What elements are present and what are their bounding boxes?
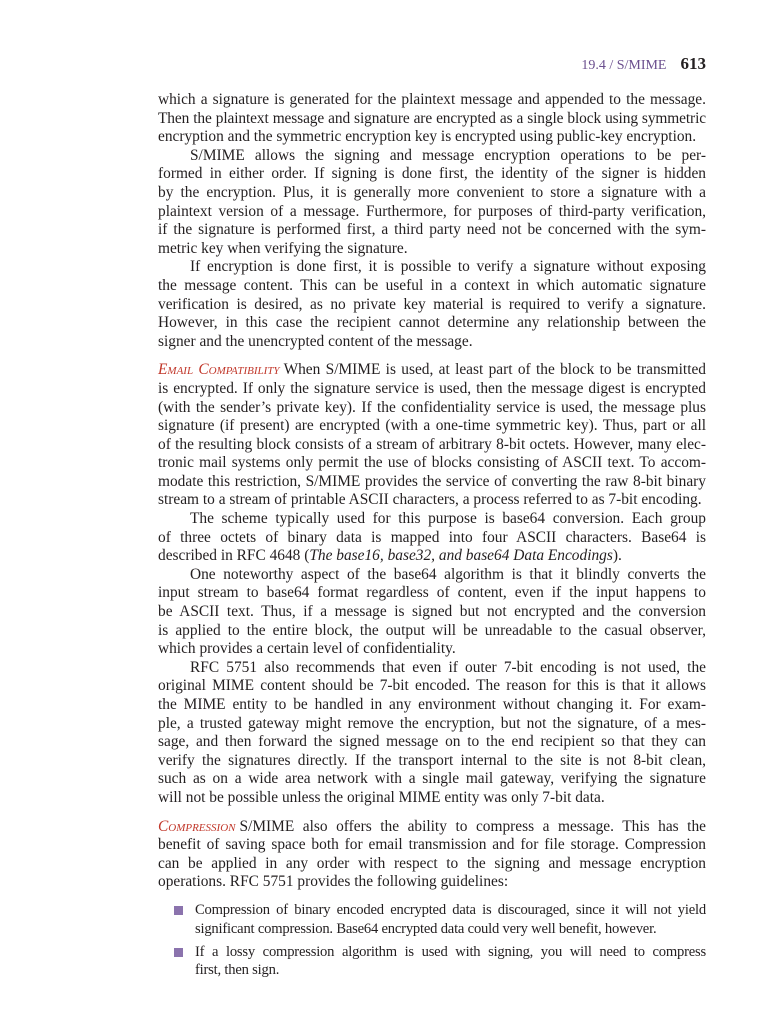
- text-segment: original MIME content should be 7-bit encoded. The reason for this is that it allows: [158, 677, 706, 695]
- text-line: [158, 752, 706, 771]
- text-segment: if the signature is performed first, a third party need not be concerned with the sym-: [158, 221, 706, 239]
- text-line: [158, 818, 706, 837]
- text-line: [158, 147, 706, 166]
- text-segment: (with the sender’s private key). If the confidentiality service is used, the message plus: [158, 398, 706, 416]
- text-segment: When S/MIME is used, at least part of the block to be transmitted: [283, 361, 707, 379]
- text-line: [195, 920, 706, 939]
- text-line: [158, 184, 706, 203]
- text-line: [158, 454, 706, 473]
- paragraph: [158, 91, 706, 147]
- text-line: [158, 770, 706, 789]
- text-line: [158, 314, 706, 333]
- text-line: [158, 510, 706, 529]
- text-line: [158, 277, 706, 296]
- text-line: [158, 677, 706, 696]
- section-heading: Compression: [158, 817, 236, 835]
- text-segment: One noteworthy aspect of the base64 algorithm is that it blindly converts the: [190, 565, 706, 583]
- text-segment: be ASCII text. Thus, if a message is signed but not encrypted and the conversion: [158, 603, 706, 621]
- text-line: [158, 399, 706, 418]
- text-segment: However, in this case the recipient cannot determine any relationship between the: [158, 314, 706, 332]
- text-segment: If a lossy compression algorithm is used with signing, you will need to compress: [195, 943, 706, 960]
- text-line: [158, 733, 706, 752]
- text-line: [195, 901, 706, 920]
- text-line: [158, 333, 706, 352]
- text-line: [158, 584, 706, 603]
- paragraph: [158, 510, 706, 566]
- text-line: [195, 961, 706, 980]
- text-line: [158, 715, 706, 734]
- text-segment: is applied to the entire block, the output will be unreadable to the casual observer,: [158, 621, 706, 639]
- text-segment: Compression of binary encoded encrypted data is discouraged, since it will not yield: [195, 901, 706, 918]
- text-segment: formed in either order. If signing is done first, the identity of the signer is hidden: [158, 165, 706, 183]
- text-segment: metric key when verifying the signature.: [158, 239, 408, 257]
- bullet-item: [158, 901, 706, 938]
- text-line: [158, 873, 706, 892]
- section-paragraph: [158, 361, 706, 510]
- text-segment: can be applied in any order with respect to the signing and message encryption: [158, 854, 706, 872]
- text-segment: stream to a stream of printable ASCII characters, a process referred to as 7-bit encoding.: [158, 491, 702, 509]
- text-segment: such as on a wide area network with a single mail gateway, verifying the signature: [158, 770, 706, 788]
- text-segment: signature (if present) are encrypted (with a one-time symmetric key). Thus, part or all: [158, 417, 706, 435]
- text-segment: benefit of saving space both for email transmission and for file storage. Compression: [158, 836, 706, 854]
- text-segment: verify the signatures directly. If the transport internal to the site is not 8-bit clean,: [158, 751, 706, 769]
- section-heading: Email Compatibility: [158, 361, 280, 379]
- text-line: [158, 240, 706, 259]
- section-title: 19.4 / S/MIME: [581, 58, 667, 73]
- text-segment: which a signature is generated for the plaintext message and appended to the message.: [158, 91, 706, 108]
- text-segment: which provides a certain level of confidentiality.: [158, 640, 456, 658]
- text-line: [158, 491, 706, 510]
- text-line: [158, 417, 706, 436]
- text-line: [158, 91, 706, 110]
- text-segment: encryption and the symmetric encryption key is encrypted using public-key encryption.: [158, 128, 697, 146]
- square-bullet-icon: [174, 948, 183, 957]
- text-segment: the MIME entity to be handled in any environment without changing it. For exam-: [158, 696, 706, 713]
- text-line: [158, 296, 706, 315]
- text-segment: ).: [612, 547, 622, 565]
- text-segment: operations. RFC 5751 provides the following guidelines:: [158, 873, 509, 891]
- text-line: [158, 128, 706, 147]
- bullet-list: [158, 901, 706, 980]
- text-segment: the message content. This can be useful in a context in which automatic signature: [158, 276, 706, 294]
- bullet-item: [158, 943, 706, 980]
- text-segment: verification is desired, as no private key material is required to verify a signature.: [158, 295, 706, 313]
- text-line: [158, 110, 706, 129]
- text-line: [158, 640, 706, 659]
- section-paragraph: [158, 818, 706, 892]
- section-gap: [158, 351, 706, 361]
- text-segment: is encrypted. If only the signature service is used, then the message digest is encrypted: [158, 379, 706, 397]
- text-segment: by the encryption. Plus, it is generally more convenient to store a signature with a: [158, 183, 706, 201]
- paragraph: [158, 147, 706, 259]
- text-segment: signer and the unencrypted content of the message.: [158, 332, 473, 350]
- text-line: [158, 547, 706, 566]
- text-segment: of the resulting block consists of a stream of arbitrary 8-bit octets. However, many elec-: [158, 435, 706, 453]
- italic-title: The base16, base32, and base64 Data Encodings: [309, 547, 613, 565]
- page-number: 613: [680, 54, 706, 73]
- text-segment: plaintext version of a message. Furthermore, for purposes of third-party verification,: [158, 202, 706, 220]
- text-line: [158, 473, 706, 492]
- text-line: [158, 361, 706, 380]
- text-segment: will not be possible unless the original MIME entity was only 7-bit data.: [158, 788, 605, 806]
- text-segment: tronic mail systems only permit the use of blocks consisting of ASCII text. To accom-: [158, 454, 706, 472]
- text-segment: The scheme typically used for this purpose is base64 conversion. Each group: [190, 510, 706, 528]
- text-line: [158, 436, 706, 455]
- text-line: [158, 696, 706, 715]
- text-segment: modate this restriction, S/MIME provides the service of converting the raw 8-bit binary: [158, 472, 706, 490]
- text-segment: If encryption is done first, it is possible to verify a signature without exposing: [190, 258, 706, 276]
- text-segment: S/MIME also offers the ability to compress a message. This has the: [239, 817, 706, 835]
- page-body: [158, 91, 706, 984]
- text-segment: Then the plaintext message and signature are encrypted as a single block using symmetric: [158, 109, 706, 127]
- text-line: [158, 855, 706, 874]
- text-line: [158, 380, 706, 399]
- section-gap: [158, 808, 706, 818]
- text-segment: of three octets of binary data is mapped into four ASCII characters. Base64 is: [158, 528, 706, 546]
- text-line: [158, 622, 706, 641]
- text-segment: sage, and then forward the signed message on to the end recipient so that they can: [158, 733, 706, 751]
- text-segment: described in RFC 4648 (: [158, 547, 310, 565]
- square-bullet-icon: [174, 906, 183, 915]
- text-line: [158, 789, 706, 808]
- text-line: [158, 258, 706, 277]
- text-line: [158, 603, 706, 622]
- text-segment: significant compression. Base64 encrypted data could very well benefit, however.: [195, 920, 657, 937]
- text-line: [195, 943, 706, 962]
- text-segment: S/MIME allows the signing and message encryption operations to be per-: [190, 146, 706, 164]
- text-segment: first, then sign.: [195, 962, 280, 979]
- text-segment: input stream to base64 format regardless of content, even if the input happens to: [158, 584, 706, 602]
- text-line: [158, 221, 706, 240]
- paragraph: [158, 566, 706, 659]
- text-line: [158, 836, 706, 855]
- text-line: [158, 165, 706, 184]
- text-line: [158, 203, 706, 222]
- running-header: [581, 54, 706, 74]
- text-line: [158, 659, 706, 678]
- paragraph: [158, 659, 706, 808]
- text-line: [158, 529, 706, 548]
- text-segment: ple, a trusted gateway might remove the encryption, but not the signature, of a mes-: [158, 714, 706, 732]
- text-segment: RFC 5751 also recommends that even if outer 7-bit encoding is not used, the: [190, 658, 706, 676]
- text-line: [158, 566, 706, 585]
- paragraph: [158, 258, 706, 351]
